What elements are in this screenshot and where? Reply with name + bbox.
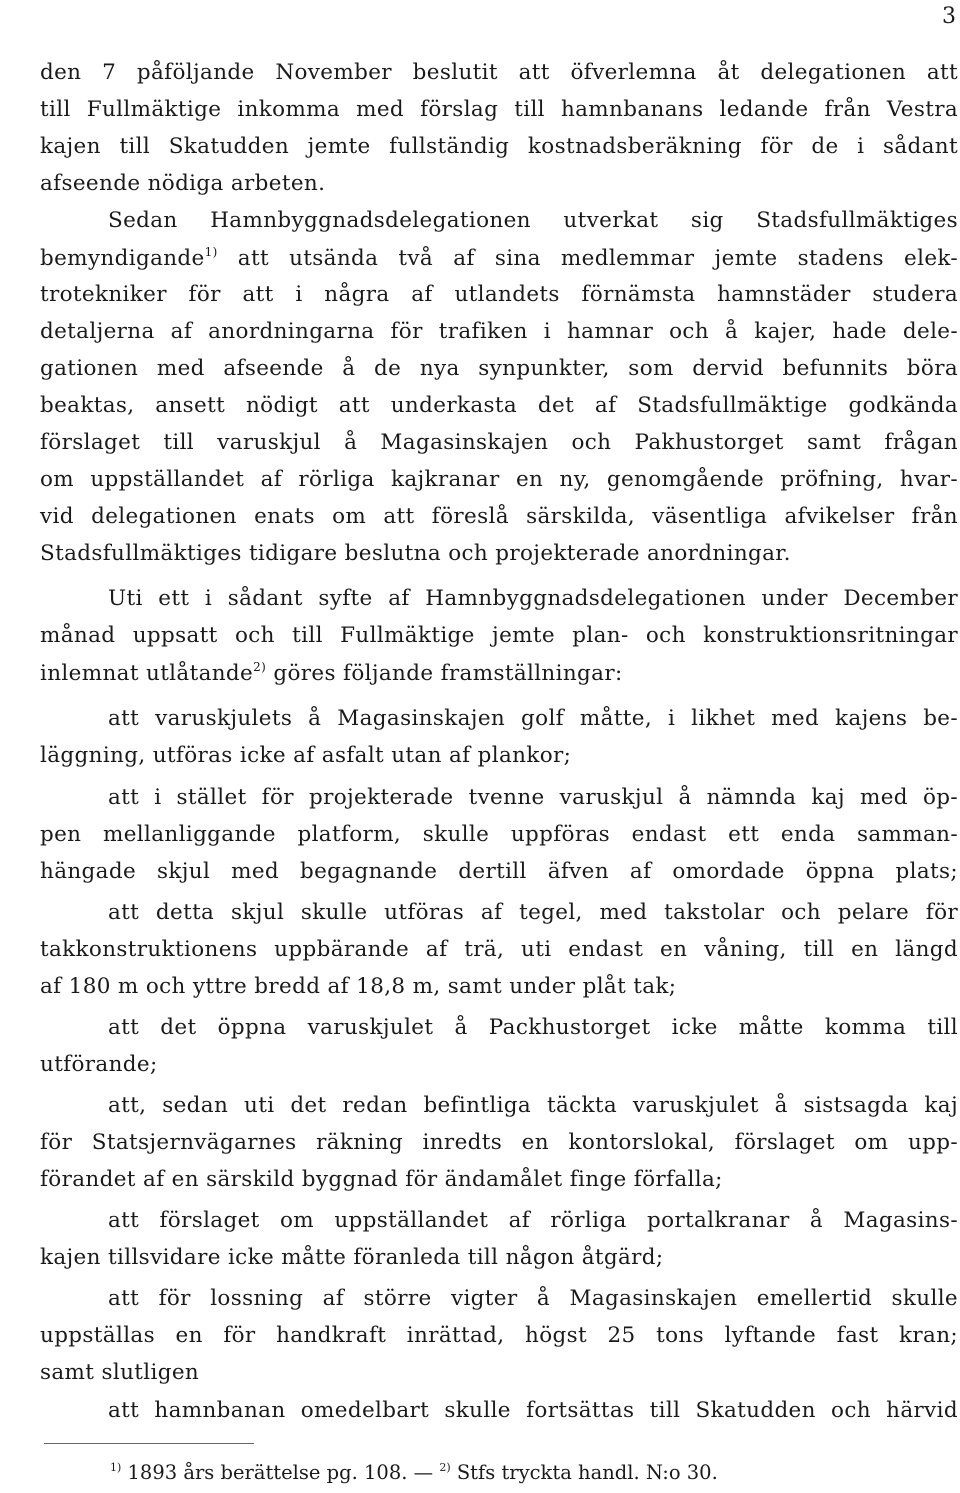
text-line: att hamnbanan omedelbart skulle fortsättas till Skatudden och härvid	[108, 1398, 958, 1423]
text-fragment: bemyndigande	[40, 246, 205, 271]
text-line: att det öppna varuskjulet å Packhustorget icke måtte komma till	[108, 1015, 958, 1040]
text-line: kajen tillsvidare icke måtte föranleda till någon åtgärd;	[40, 1245, 664, 1270]
text-line: afseende nödiga arbeten.	[40, 171, 326, 196]
text-line: samt slutligen	[40, 1360, 200, 1385]
text-line: att förslaget om uppställandet af rörliga portalkranar å Magasins-	[108, 1208, 958, 1233]
text-line: om uppställandet af rörliga kajkranar en ny, genomgående pröfning, hvar-	[40, 467, 958, 492]
text-fragment: inlemnat utlåtande	[40, 661, 254, 686]
text-line: takkonstruktionens uppbärande af trä, uti endast en våning, till en längd	[40, 937, 958, 962]
text-line: vid delegationen enats om att föreslå särskilda, väsentliga afvikelser från	[40, 504, 958, 529]
text-line: trotekniker för att i några af utlandets förnämsta hamnstäder studera	[40, 282, 958, 307]
text-line: för Statsjernvägarnes räkning inredts en kontorslokal, förslaget om upp-	[40, 1130, 958, 1155]
text-line: gationen med afseende å de nya synpunkter, som dervid befunnits böra	[40, 356, 958, 381]
text-line: beaktas, ansett nödigt att underkasta det af Stadsfullmäktige godkända	[40, 393, 958, 418]
footnote-ref: 2)	[253, 660, 267, 674]
text-fragment: göres följande framställningar:	[273, 661, 623, 686]
text-line: att för lossning af större vigter å Magasinskajen emellertid skulle	[108, 1286, 958, 1311]
text-line-with-footnote-ref	[40, 660, 623, 686]
footnotes	[110, 1461, 718, 1484]
text-line: Uti ett i sådant syfte af Hamnbyggnadsdelegationen under December	[108, 586, 958, 611]
text-line: läggning, utföras icke af asfalt utan af plankor;	[40, 743, 572, 768]
text-line: hängade skjul med begagnande dertill äfven af omordade öppna plats;	[40, 859, 958, 884]
text-line: att i stället för projekterade tvenne varuskjul å nämnda kaj med öp-	[108, 785, 958, 810]
text-line: att, sedan uti det redan befintliga täckta varuskjulet å sistsagda kaj	[108, 1093, 958, 1118]
footnote-marker: 2)	[439, 1461, 451, 1474]
text-line: detaljerna af anordningarna för trafiken i hamnar och å kajer, hade dele-	[40, 319, 958, 344]
text-line: af 180 m och yttre bredd af 18,8 m, samt under plåt tak;	[40, 974, 677, 999]
text-line: utförande;	[40, 1052, 158, 1077]
text-line: den 7 påföljande November beslutit att öfverlemna åt delegationen att	[40, 60, 958, 85]
text-line: pen mellanliggande platform, skulle uppföras endast ett enda samman-	[40, 822, 958, 847]
text-line: Sedan Hamnbyggnadsdelegationen utverkat sig Stadsfullmäktiges	[108, 208, 958, 233]
text-fragment: att utsända två af sina medlemmar jemte stadens elek-	[237, 246, 959, 271]
text-line: att varuskjulets å Magasinskajen golf måtte, i likhet med kajens be-	[108, 706, 958, 731]
footnote-text: Stfs tryckta handl. N:o 30.	[456, 1461, 718, 1484]
text-line: förslaget till varuskjul å Magasinskajen och Pakhustorget samt frågan	[40, 430, 958, 455]
text-line: månad uppsatt och till Fullmäktige jemte plan- och konstruktionsritningar	[40, 623, 958, 648]
footnote-marker: 1)	[110, 1461, 122, 1474]
text-line: till Fullmäktige inkomma med förslag till hamnbanans ledande från Vestra	[40, 97, 958, 122]
text-line: uppställas en för handkraft inrättad, högst 25 tons lyftande fast kran;	[40, 1323, 958, 1348]
footnote-divider	[44, 1443, 254, 1444]
text-line-with-footnote-ref	[40, 245, 958, 271]
text-line: att detta skjul skulle utföras af tegel, med takstolar och pelare för	[108, 900, 958, 925]
page-number: 3	[942, 4, 956, 29]
text-line: Stadsfullmäktiges tidigare beslutna och projekterade anordningar.	[40, 541, 791, 566]
text-line: förandet af en särskild byggnad för ändamålet finge förfalla;	[40, 1167, 723, 1192]
text-line: kajen till Skatudden jemte fullständig kostnadsberäkning för de i sådant	[40, 134, 958, 159]
footnote-text: 1893 års berättelse pg. 108. —	[127, 1461, 434, 1484]
footnote-ref: 1)	[204, 245, 218, 259]
